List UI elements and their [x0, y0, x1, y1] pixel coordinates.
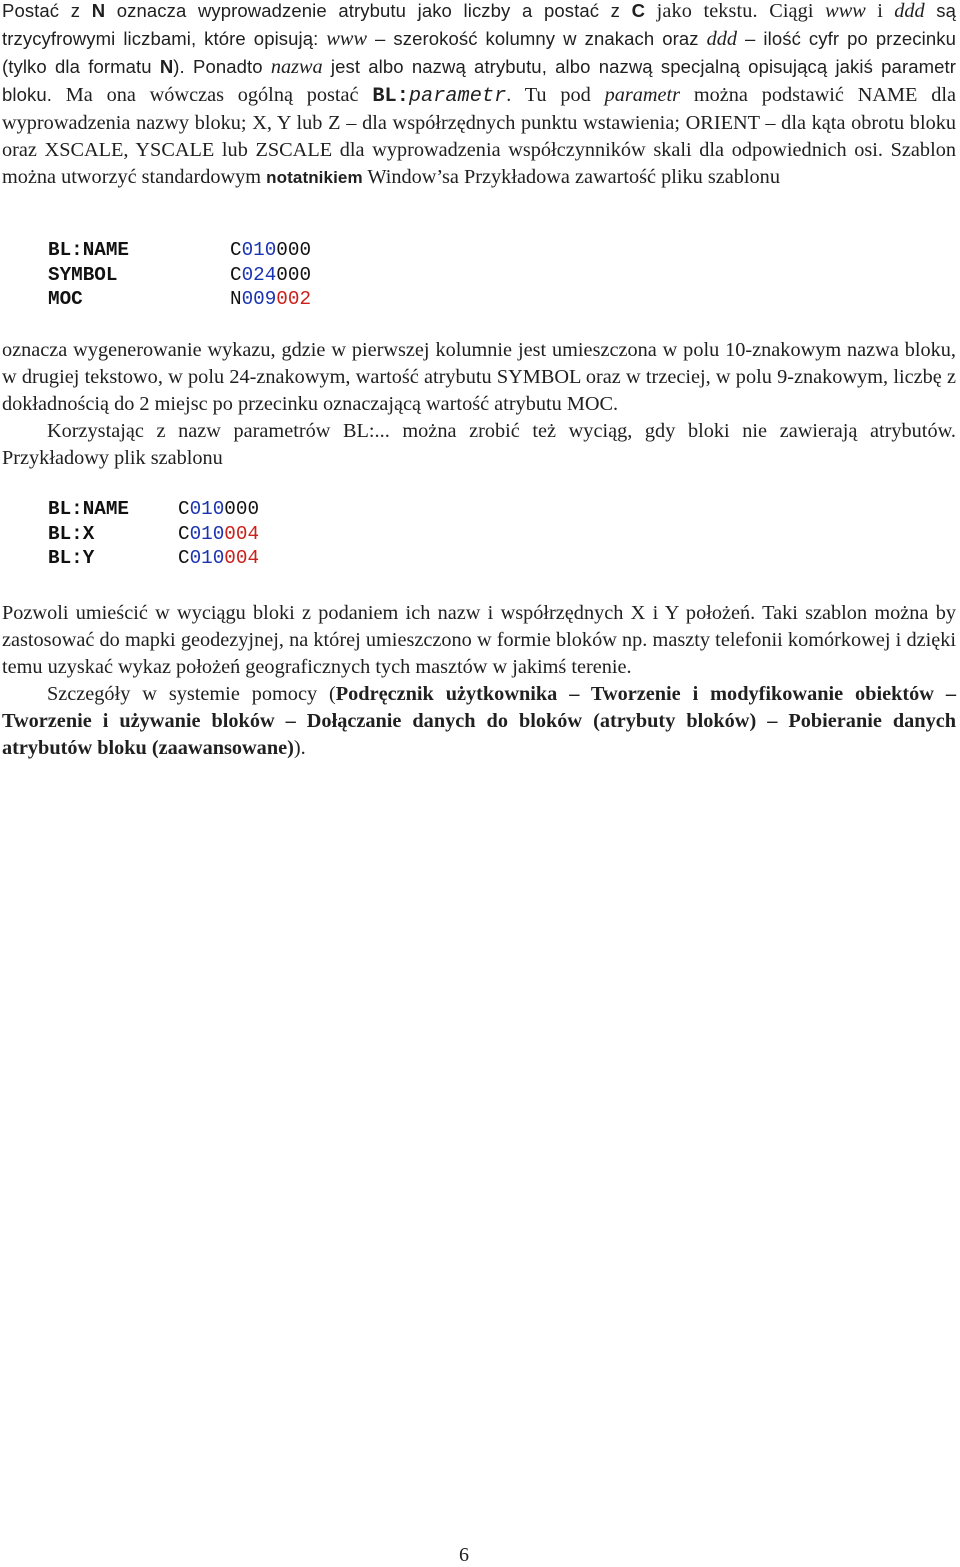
code-line: SYMBOL C024000 [48, 263, 312, 286]
paragraph-help-reference: Szczegóły w systemie pomocy (Podręcznik użytkownika – Tworzenie i modyfikowanie obiektów – Tworzenie i używanie bloków – Dołączanie danych do bloków (atrybuty bloków) – Pobieranie danych atrybutów bloku (zaawansowane)). [2, 683, 956, 759]
code-line: BL:NAME C010000 [48, 498, 260, 520]
code-line: BL:NAME C010000 [48, 239, 312, 261]
paragraph-use-case: Pozwoli umieścić w wyciągu bloki z podaniem ich nazw i współrzędnych X i Y położeń. Taki szablon można by zastosować do mapki geodezyjnej, na której umieszczono w formie bloków np. maszty telefonii komórkowej i dzięki temu uzyskać wykaz położeń geograficznych tych masztów w jakimś terenie. [2, 602, 956, 678]
paragraph-explanation: oznacza wygenerowanie wykazu, gdzie w pierwszej kolumnie jest umieszczona w polu 10-znakowym nazwa bloku, w drugiej tekstowo, w polu 24-znakowym, wartość atrybutu SYMBOL oraz w trzeciej, w polu 9-znakowym, liczbę z dokładnością do 2 miejsc po przecinku oznaczającą wartość atrybutu MOC. [2, 339, 956, 415]
template-example-1 [48, 238, 311, 312]
help-path: Podręcznik użytkownika – Tworzenie i modyfikowanie obiektów – Tworzenie i używanie bloków – Dołączanie danych do bloków (atrybuty bloków) – Pobieranie danych atrybutów bloku (zaawansowane) [2, 683, 956, 759]
paragraph-format-description: Postać z N oznacza wyprowadzenie atrybutu jako liczby a postać z C jako tekstu. Ciągi www i ddd są trzycyfrowymi liczbami, które opisują: www – szerokość kolumny w znakach oraz ddd – ilość cyfr po przecinku (tylko dla formatu N). Ponadto nazwa jest albo nazwą atrybutu, albo nazwą specjalną opisującą jakiś parametr bloku. Ma ona wówczas ogólną postać BL:parametr. Tu pod parametr można podstawić NAME dla wyprowadzenia nazwy bloku; X, Y lub Z – dla współrzędnych punktu wstawienia; ORIENT – dla kąta obrotu bloku oraz XSCALE, YSCALE lub ZSCALE dla wyprowadzenia współczynników skali dla odpowiednich osi. Szablon można utworzyć standardowym notatnikiem Window’sa Przykładowa zawartość pliku szablonu [2, 0, 957, 188]
template-example-2 [48, 497, 259, 571]
code-line: BL:Y C010004 [48, 547, 260, 570]
page-number: 6 [459, 1544, 469, 1566]
code-line: BL:X C010004 [48, 522, 260, 545]
paragraph-bl-parameters: Korzystając z nazw parametrów BL:... można zrobić też wyciąg, gdy bloki nie zawierają atrybutów. Przykładowy plik szablonu [2, 420, 956, 469]
code-line: MOC N009002 [48, 288, 312, 311]
text-run: Postać z N oznacza wyprowadzenie atrybutu jako liczby a postać z C jako tekstu. Ciągi [2, 0, 826, 22]
